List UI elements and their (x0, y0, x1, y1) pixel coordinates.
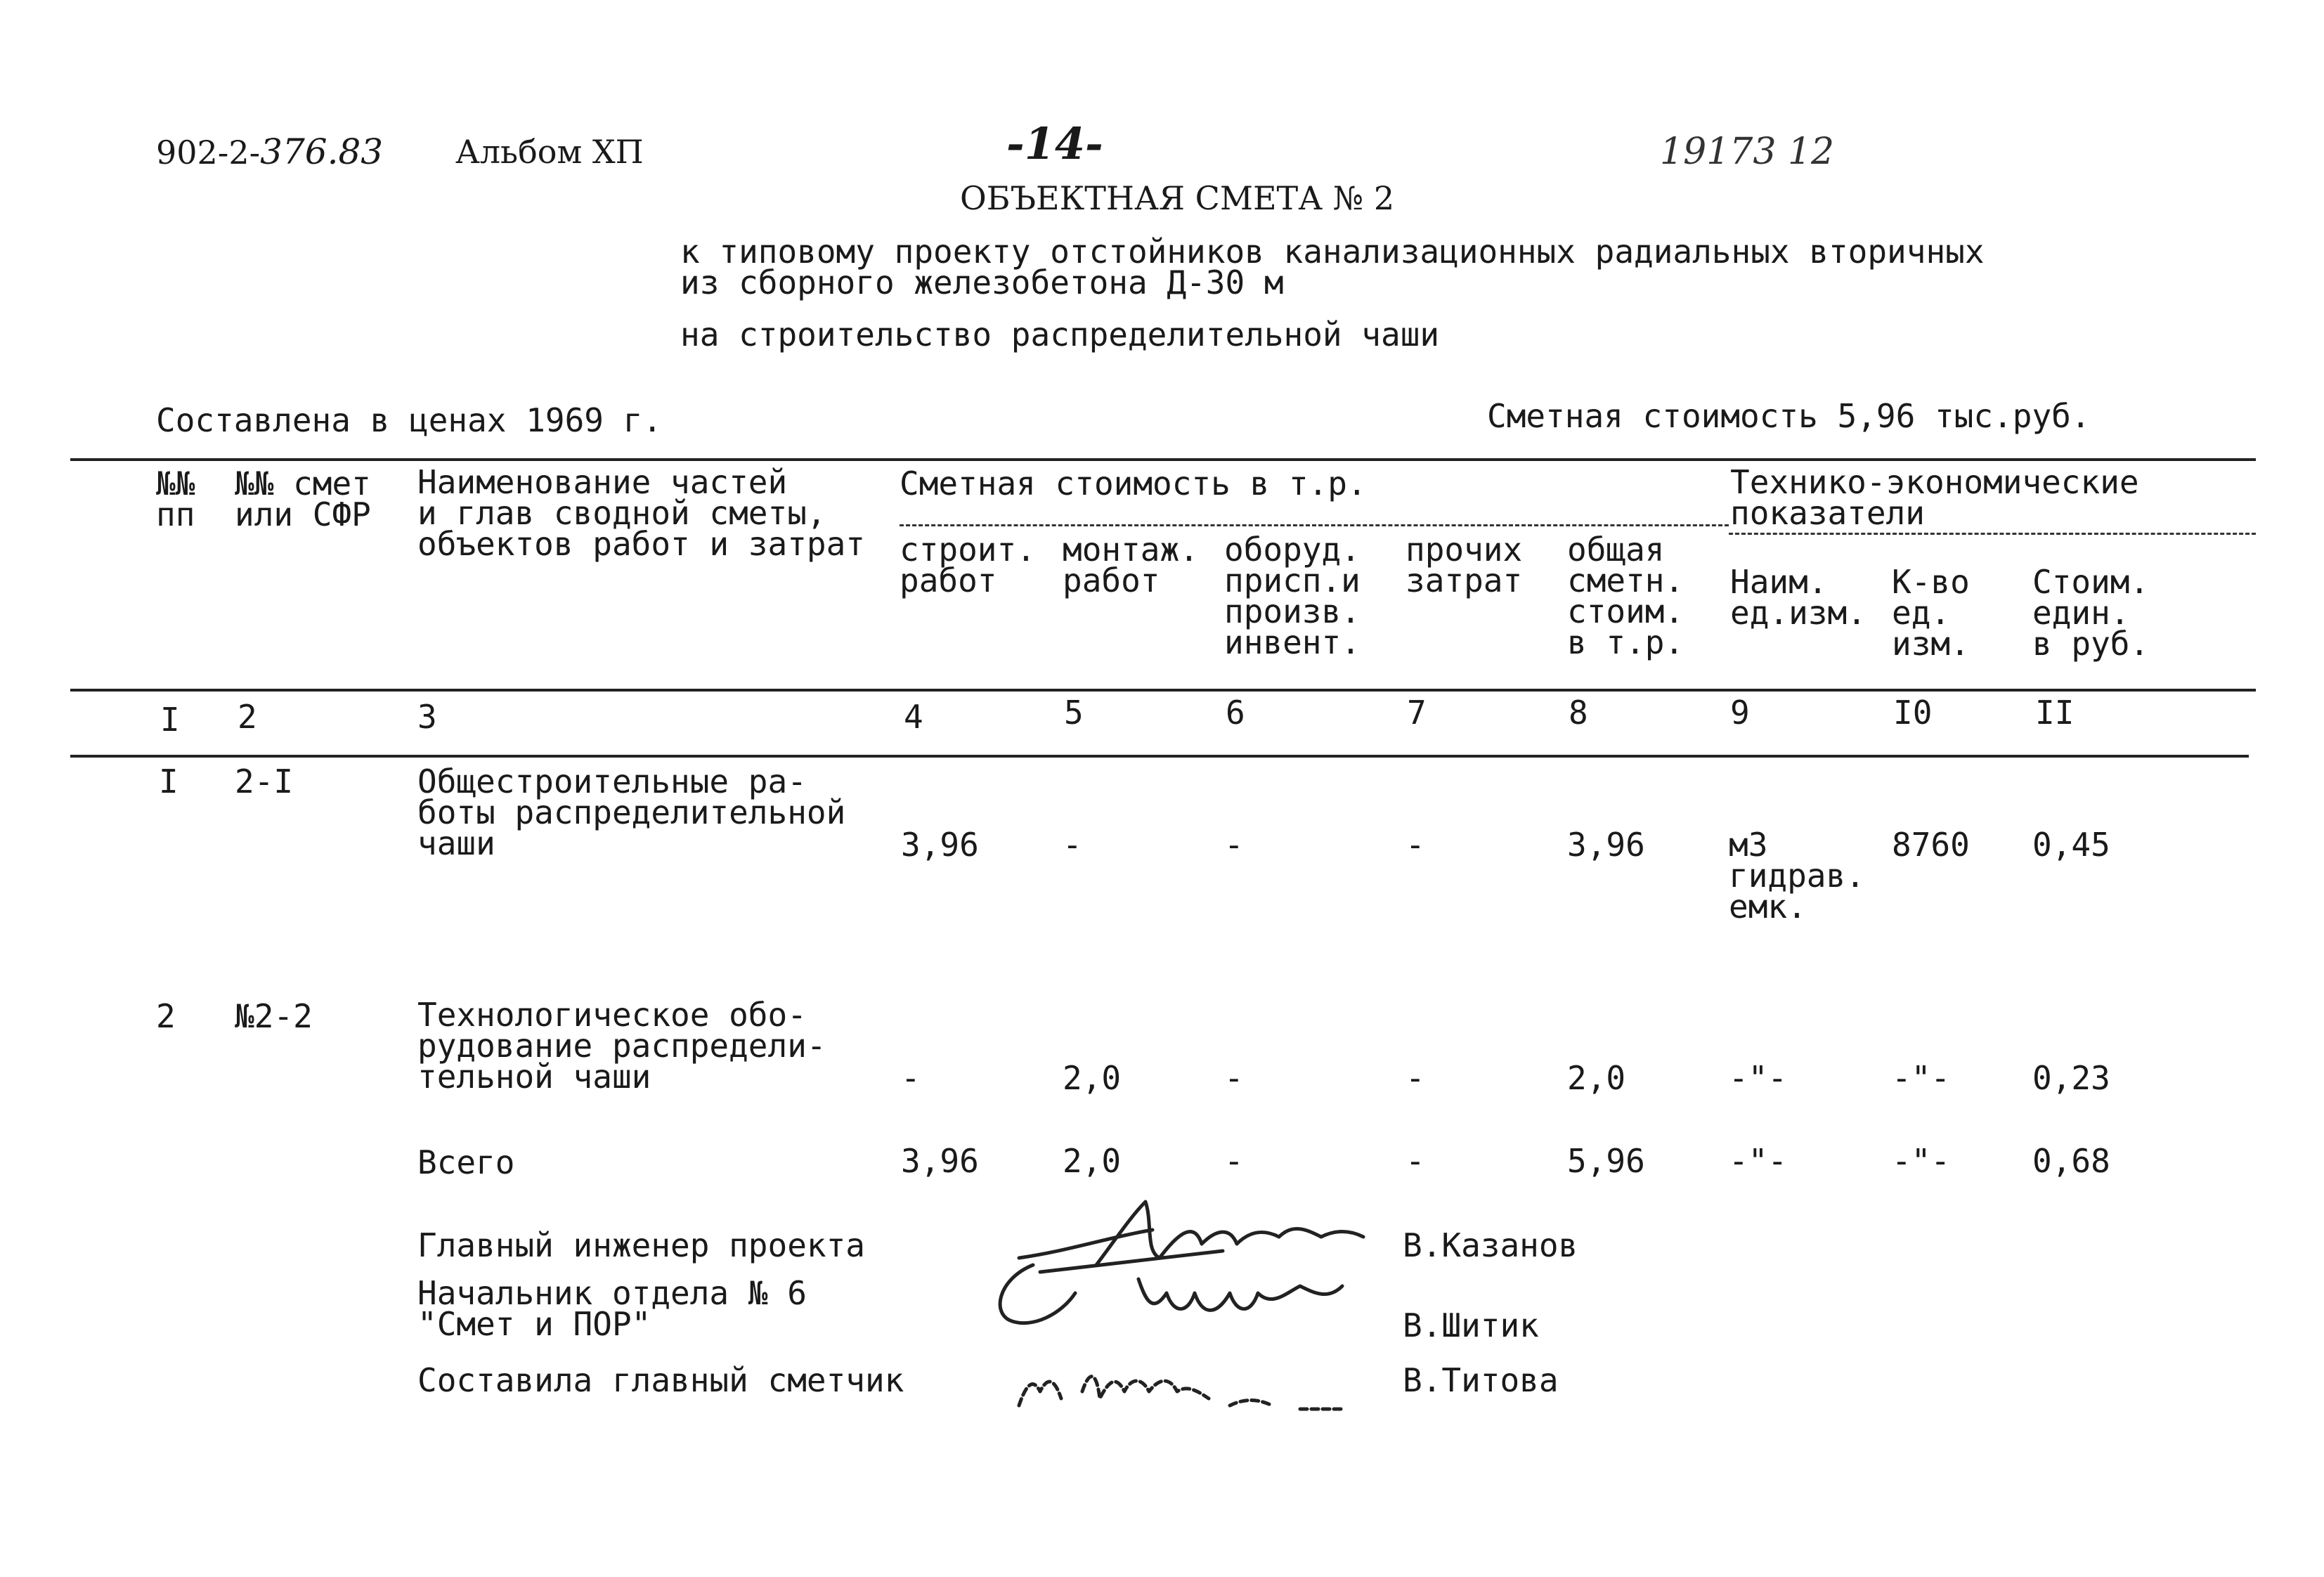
signature-role-estimator: Составила главный сметчик (417, 1361, 904, 1399)
equip-cost: - (1224, 1142, 1244, 1180)
estimate-ref: №2-2 (235, 997, 313, 1035)
unit-quantity: 8760 (1892, 826, 1970, 864)
col-number-11: II (2035, 694, 2075, 732)
total-cost: 5,96 (1567, 1142, 1645, 1180)
col-head-1: №№ пп (156, 465, 195, 533)
col-number-1: I (160, 701, 180, 739)
handwritten-signature-2 (984, 1251, 1377, 1342)
document-code (156, 131, 384, 172)
item-name: Общестроительные ра- боты распределительной чаши (417, 762, 846, 862)
col-head-5: монтаж. работ (1063, 531, 1199, 599)
col-number-8: 8 (1569, 694, 1588, 732)
mount-cost: 2,0 (1063, 1142, 1122, 1180)
other-cost: - (1406, 1142, 1425, 1180)
col-head-2: №№ смет или СФР (235, 465, 371, 533)
album-label: Альбом ХП (455, 133, 644, 171)
column-numbers-rule (70, 755, 2249, 758)
table-top-rule (70, 458, 2256, 461)
col-number-3: 3 (417, 698, 437, 736)
col-number-7: 7 (1407, 694, 1427, 732)
unit-name: м3 гидрав. емк. (1729, 826, 1865, 926)
col-head-11: Стоим. един. в руб. (2032, 563, 2150, 663)
total-label: Всего (417, 1143, 515, 1181)
col-head-7: прочих затрат (1406, 531, 1523, 599)
col-number-2: 2 (238, 698, 257, 736)
group-rule-cost (900, 524, 1729, 526)
col-head-10: К-во ед. изм. (1892, 563, 1970, 663)
mount-cost: 2,0 (1063, 1059, 1122, 1097)
col-number-9: 9 (1730, 694, 1750, 732)
estimate-cost: Сметная стоимость 5,96 тыс.руб. (1487, 397, 2091, 435)
equip-cost: - (1224, 826, 1244, 864)
row-number: I (159, 762, 178, 800)
signature-name-department-head: В.Шитик (1403, 1306, 1539, 1344)
subtitle-line-1: к типовому проекту отстойников канализационных радиальных вторичных (680, 233, 1985, 271)
col-head-8: общая сметн. стоим. в т.р. (1567, 531, 1684, 661)
cost-group-header: Сметная стоимость в т.р. (900, 465, 1367, 502)
unit-cost: 0,68 (2032, 1142, 2110, 1180)
group-rule-indicators (1729, 533, 2256, 535)
unit-cost: 0,45 (2032, 826, 2110, 864)
subtitle-line-2: из сборного железобетона Д-30 м (680, 264, 1284, 301)
prices-note: Составлена в ценах 1969 г. (156, 401, 663, 439)
build-cost: 3,96 (901, 1142, 979, 1180)
build-cost: 3,96 (901, 826, 979, 864)
mount-cost: - (1063, 826, 1082, 864)
other-cost: - (1406, 1059, 1425, 1097)
document-title: ОБЪЕКТНАЯ СМЕТА № 2 (960, 179, 1395, 217)
document-code-handwritten: 376.83 (260, 131, 384, 172)
page-number: -14- (1006, 118, 1103, 169)
build-cost: - (901, 1059, 921, 1097)
signature-role-department-head: Начальник отдела № 6 "Смет и ПОР" (417, 1274, 807, 1343)
other-cost: - (1406, 826, 1425, 864)
col-head-4: строит. работ (900, 531, 1036, 599)
unit-name: -"- (1729, 1142, 1788, 1180)
total-cost: 2,0 (1567, 1059, 1626, 1097)
col-number-6: 6 (1226, 694, 1245, 732)
col-head-9: Наим. ед.изм. (1730, 563, 1867, 632)
signature-name-chief-engineer: В.Казанов (1403, 1226, 1578, 1264)
inventory-number: 19173 12 (1660, 131, 1835, 173)
estimate-ref: 2-I (235, 762, 294, 800)
unit-quantity: -"- (1892, 1059, 1951, 1097)
unit-name: -"- (1729, 1059, 1788, 1097)
unit-quantity: -"- (1892, 1142, 1951, 1180)
col-number-4: 4 (904, 698, 923, 736)
equip-cost: - (1224, 1059, 1244, 1097)
signature-role-chief-engineer: Главный инженер проекта (417, 1226, 865, 1264)
col-number-5: 5 (1064, 694, 1084, 732)
header-bottom-rule (70, 689, 2256, 692)
col-head-3: Наименование частей и глав сводной сметы, объектов работ и затрат (417, 463, 865, 563)
item-name: Технологическое обо- рудование распредели- тельной чаши (417, 996, 826, 1096)
col-head-6: оборуд. присп.и произв. инвент. (1224, 531, 1361, 661)
indicators-group-header: Технико-экономические показатели (1730, 463, 2139, 532)
col-number-10: I0 (1893, 694, 1933, 732)
row-number: 2 (156, 997, 176, 1035)
unit-cost: 0,23 (2032, 1059, 2110, 1097)
signature-name-estimator: В.Титова (1403, 1361, 1559, 1399)
total-cost: 3,96 (1567, 826, 1645, 864)
document-code-prefix: 902-2- (156, 134, 261, 171)
handwritten-signature-3 (1005, 1349, 1356, 1427)
subtitle-line-3: на строительство распределительной чаши (680, 316, 1440, 353)
